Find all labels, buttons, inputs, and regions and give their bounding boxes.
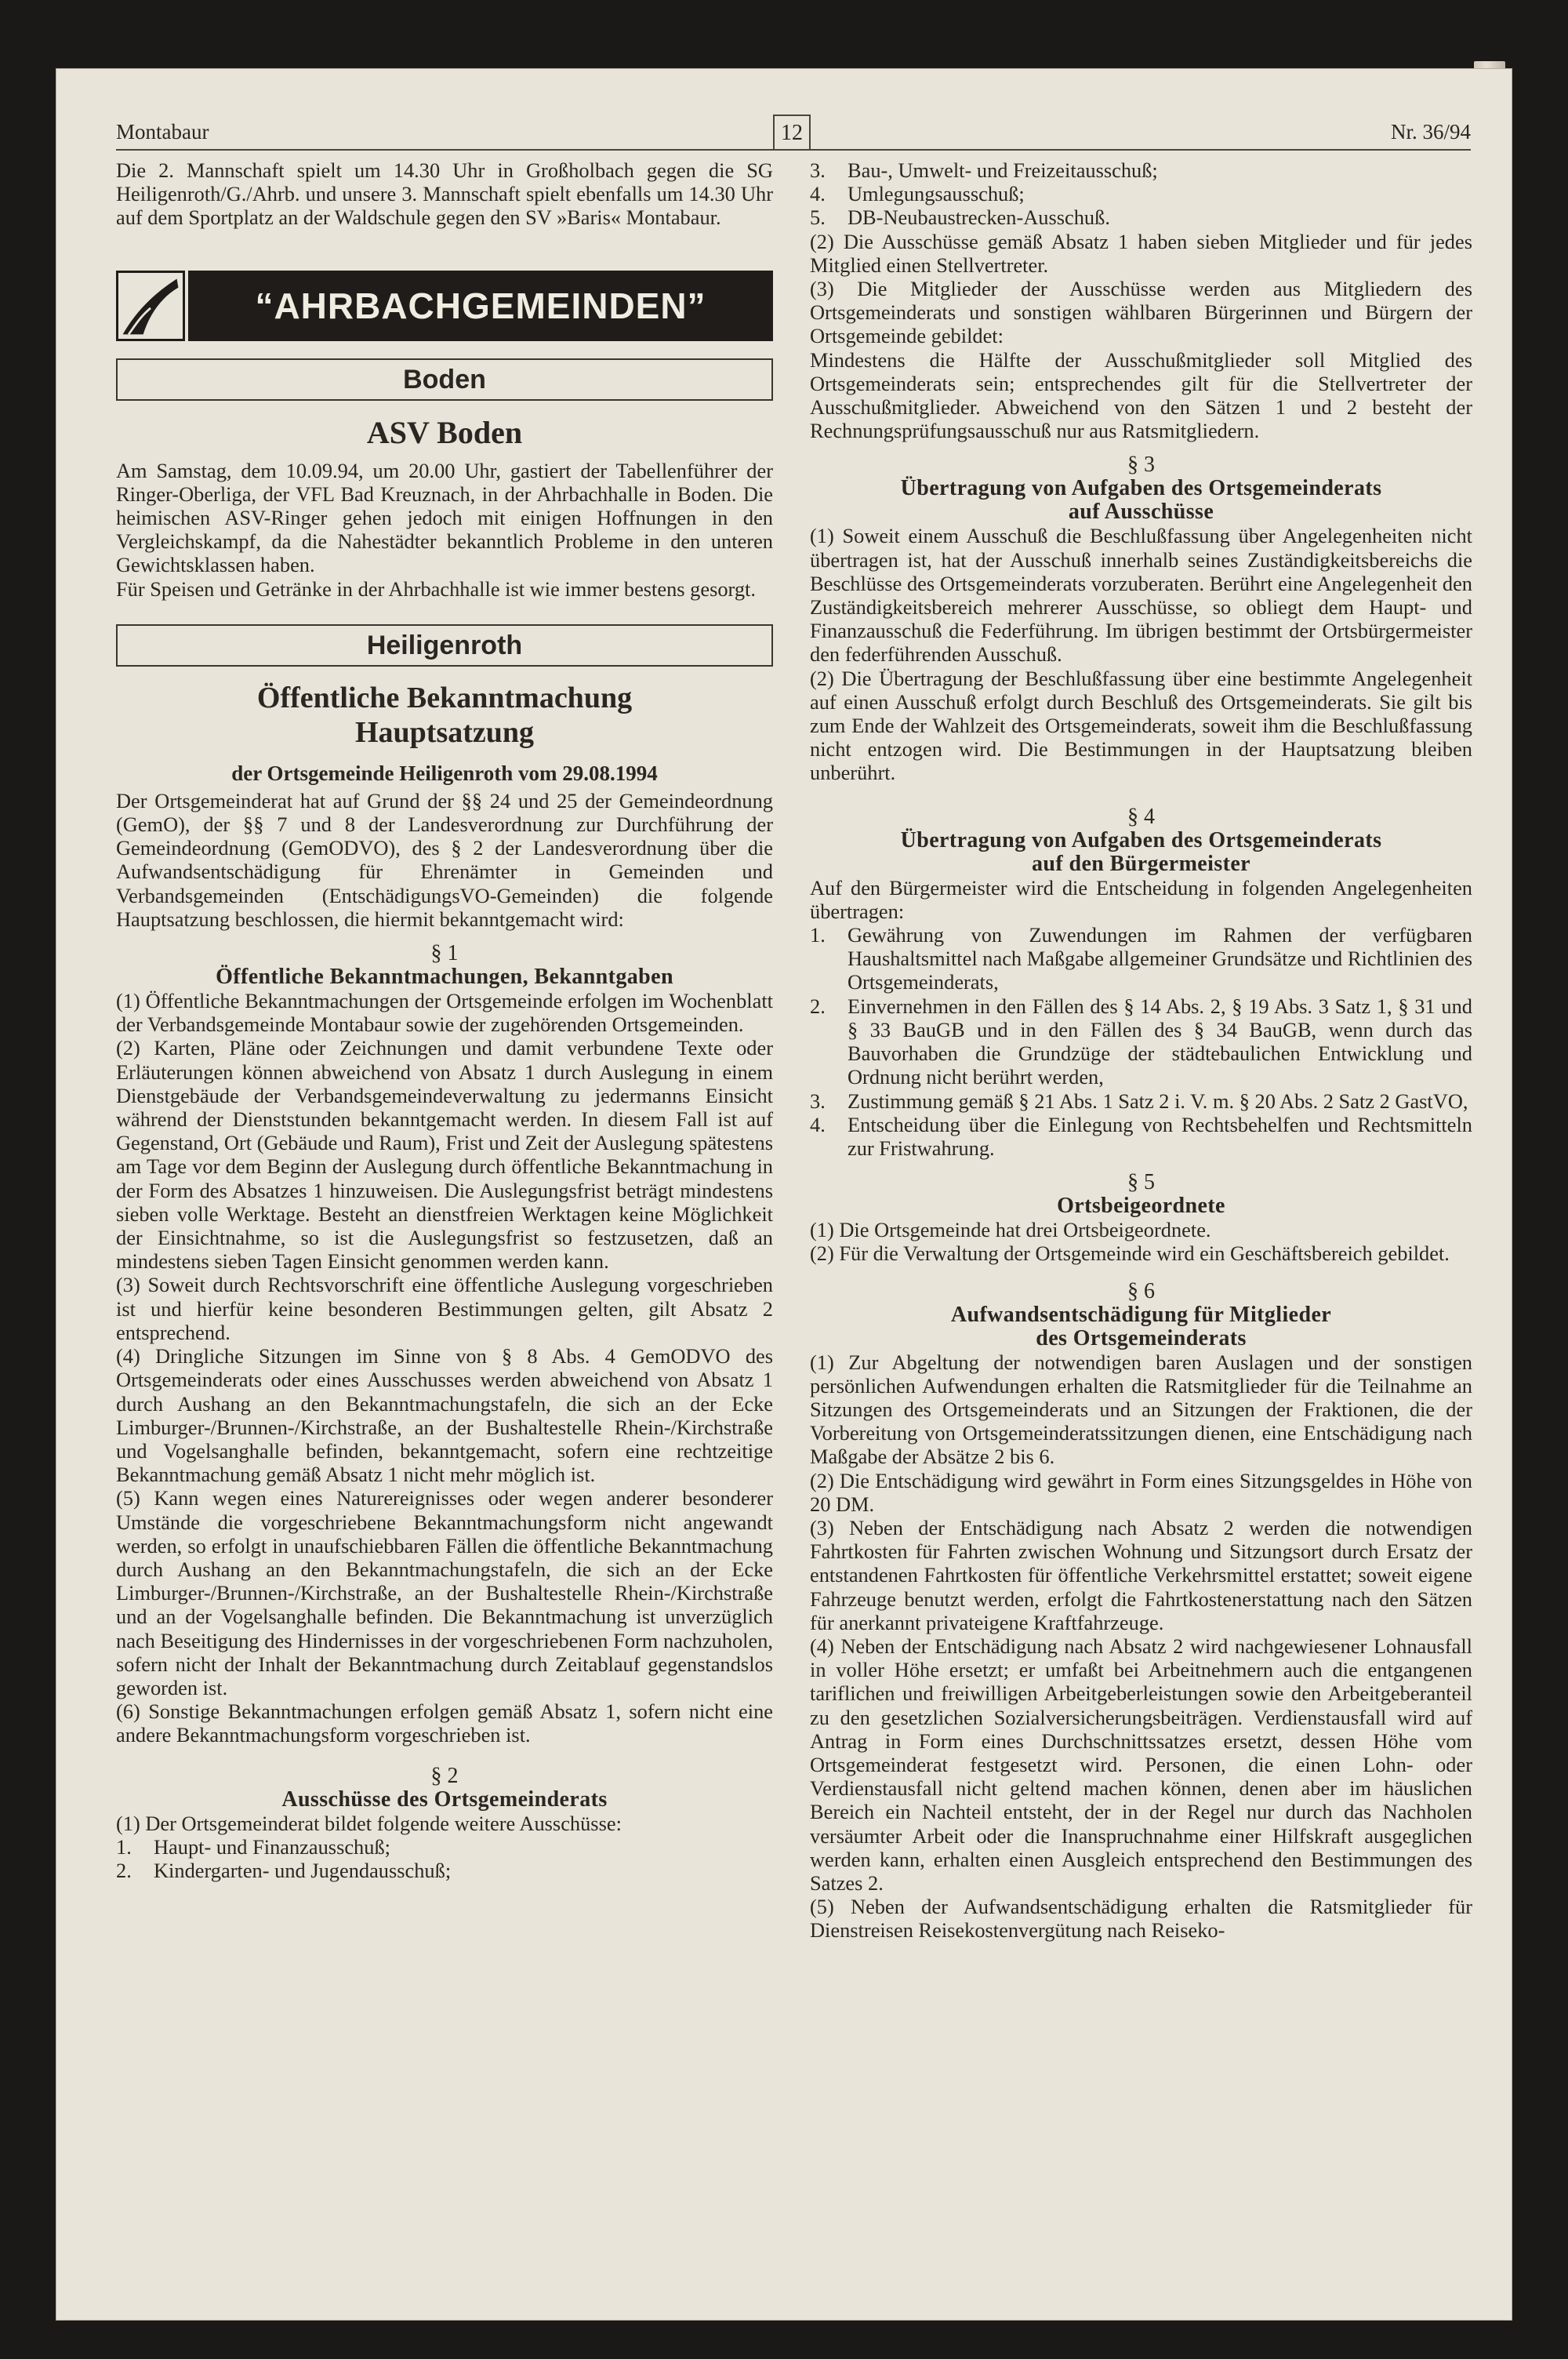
section-5-para-1: (1) Die Ortsgemeinde hat drei Ortsbeigeordnete. <box>810 1218 1211 1242</box>
running-header <box>116 114 1471 151</box>
section-4-sign: § 4 <box>1127 804 1155 829</box>
section-6-title-line-2: des Ortsgemeinderats <box>1036 1325 1247 1350</box>
section-1-para-2: (2) Karten, Pläne oder Zeichnungen und damit verbundene Texte oder Erläuterungen können abweichend von Absatz 1 durch Auslegung in einem Dienstgebäude der Verbandsgemeindeverwaltung zu jedermanns Einsicht während der Dienststunden bekanntgemacht werden. In diesem Fall ist auf Gegenstand, Ort (Gebäude und Raum), Frist und Zeit der Auslegung spätestens am Tage vor dem Beginn der Auslegung durch öffentliche Bekanntmachung in der Form des Absatzes 1 hinzuweisen. Die Auslegungsfrist beträgt mindestens sieben volle Werktage. Besteht an dienstfreien Werktagen keine Möglichkeit der Einsichtnahme, so ist die Auslegungsfrist so festzusetzen, daß an mindestens sieben Tagen Einsicht genommen werden kann. <box>116 1036 773 1274</box>
list-item <box>810 1113 1472 1160</box>
list-item-text: Einvernehmen in den Fällen des § 14 Abs. 2, § 19 Abs. 3 Satz 1, § 31 und § 33 BauGB und in den Fällen des § 34 BauGB, wenn durch das Bauvorhaben die Grundzüge der städtebaulichen Entwicklung und Ordnung nicht berührt werden, <box>848 994 1472 1089</box>
left-column <box>116 158 773 1882</box>
section-6-para-3: (3) Neben der Entschädigung nach Absatz 2 werden die notwendigen Fahrtkosten für Fahrten zwischen Wohnung und Sitzungsort durch Ersatz der entstandenen Fahrtkosten für öffentliche Verkehrsmittel erstattet; soweit eigene Fahrzeuge benutzt werden, erfolgt die Fahrtkostenerstattung nach den Sätzen für anerkannt privateigene Kraftfahrzeuge. <box>810 1515 1472 1634</box>
football-intro: Die 2. Mannschaft spielt um 14.30 Uhr in Großholbach gegen die SG Heiligenroth/G./Ahrb. und unsere 3. Mannschaft spielt ebenfalls um 14.30 Uhr auf dem Sportplatz an der Waldschule gegen den SV »Baris« Montabaur. <box>116 158 773 230</box>
section-6-para-5: (5) Neben der Aufwandsentschädigung erhalten die Ratsmitglieder für Dienstreisen Reisekostenvergütung nach Reiseko- <box>810 1895 1472 1943</box>
list-item-number: 1. <box>116 1834 132 1859</box>
section-1-sign: § 1 <box>430 941 459 966</box>
section-6-title: Aufwandsentschädigung für Mitglieder <box>950 1302 1332 1327</box>
section-2-title: Ausschüsse des Ortsgemeinderats <box>281 1787 608 1812</box>
section-2-para-2: (2) Die Ausschüsse gemäß Absatz 1 haben sieben Mitglieder und für jedes Mitglied einen Stellvertreter. <box>810 229 1472 277</box>
list-item <box>116 1859 773 1882</box>
section-5-sign: § 5 <box>1127 1170 1155 1195</box>
list-item-number: 2. <box>116 1858 132 1882</box>
notice-title-hauptsatzung: Hauptsatzung <box>354 715 535 749</box>
list-item-text: Entscheidung über die Einlegung von Rechtsbehelfen und Rechtsmitteln zur Fristwahrung. <box>848 1112 1472 1160</box>
section-3-para-1: (1) Soweit einem Ausschuß die Beschlußfassung über Angelegenheiten nicht übertragen ist, hat der Ausschuß innerhalb seines Zuständigkeitsbereichs die Beschlüsse des Ortsgemeinderats vorzuberaten. Berührt eine Angelegenheit den Zuständigkeitsbereich mehrerer Ausschüsse, so obliegt dem Haupt- und Finanzausschuß die Federführung. Im übrigen bestimmt der Ortsbürgermeister den federführenden Ausschuß. <box>810 524 1472 667</box>
notice-title: Öffentliche Bekanntmachung <box>256 681 633 714</box>
section-3-para-2: (2) Die Übertragung der Beschlußfassung über eine bestimmte Angelegenheit auf einen Ausschuß erfolgt durch Beschluß des Ortsgemeinderats. Sie gilt bis zum Ende der Wahlzeit des Ortsgemeinderats, soweit ihm die Beschlußfassung nicht entzogen wird. Die Bestimmungen in der Hauptsatzung bleiben unberührt. <box>810 666 1472 785</box>
section-3-title: Übertragung von Aufgaben des Ortsgemeinderats <box>900 476 1382 501</box>
list-item-text: Kindergarten- und Jugendausschuß; <box>154 1858 452 1882</box>
asv-boden-catering: Für Speisen und Getränke in der Ahrbachhalle ist wie immer bestens gesorgt. <box>116 576 756 601</box>
section-4-title: Übertragung von Aufgaben des Ortsgemeinderats <box>900 827 1382 852</box>
list-item-number: 3. <box>810 1089 826 1113</box>
right-column <box>810 158 1472 1943</box>
section-1-para-6: (6) Sonstige Bekanntmachungen erfolgen gemäß Absatz 1, sofern nicht eine andere Bekanntmachungsform vorgeschrieben ist. <box>116 1699 773 1747</box>
list-item <box>810 182 1472 205</box>
section-heading-heiligenroth: Heiligenroth <box>116 624 773 667</box>
notice-intro: Der Ortsgemeinderat hat auf Grund der §§ 24 und 25 der Gemeindeordnung (GemO), der §§ 7 und 8 der Landesverordnung zur Durchführung der Gemeindeordnung (GemODVO), des § 2 der Landesverordnung über die Aufwandsentschädigung für Ehrenämter in Gemeinden und Verbandsgemeinden (EntschädigungsVO-Gemeinden) die folgende Hauptsatzung beschlossen, die hiermit bekanntgemacht wird: <box>116 788 773 931</box>
list-item-number: 1. <box>810 923 826 947</box>
section-1-title: Öffentliche Bekanntmachungen, Bekanntgaben <box>216 965 673 990</box>
notice-subtitle: der Ortsgemeinde Heiligenroth vom 29.08.1994 <box>231 761 658 785</box>
section-6-para-4: (4) Neben der Entschädigung nach Absatz 2 wird nachgewiesener Lohnausfall in voller Höhe ersetzt; er umfaßt bei Arbeitnehmern auch die entgangenen tariflichen und freiwilligen Arbeitgeberleistungen sowie den Arbeitgeberanteil zu den gesetzlichen Sozialversicherungsbeiträgen. Verdienstausfall wird auf Antrag in Form eines Durchschnittssatzes ersetzt, dessen Höhe vom Ortsgemeinderat festgesetzt wird. Personen, die einen Lohn- oder Verdienstausfall nicht geltend machen können, denen aber im häuslichen Bereich ein Nachteil entsteht, der in der Regel nur durch das Nachholen versäumter Arbeit oder die Inanspruchnahme einer Hilfskraft ausgeglichen werden kann, erhalten einen Ausgleich entsprechend den Bestimmungen des Satzes 2. <box>810 1634 1472 1895</box>
list-item-text: Umlegungsausschuß; <box>848 182 1025 206</box>
list-item-text: Gewährung von Zuwendungen im Rahmen der verfügbaren Haushaltsmittel nach Maßgabe allgemeiner Grundsätze und Richtlinien des Ortsgemeinderats, <box>848 923 1472 994</box>
list-item <box>810 923 1472 994</box>
section-2-sign: § 2 <box>430 1763 459 1788</box>
list-item-text: Haupt- und Finanzausschuß; <box>154 1834 390 1859</box>
list-item-number: 3. <box>810 158 826 182</box>
list-item <box>810 158 1472 182</box>
section-4-intro: Auf den Bürgermeister wird die Entscheidung in folgenden Angelegenheiten übertragen: <box>810 875 1472 923</box>
asv-boden-paragraph: Am Samstag, dem 10.09.94, um 20.00 Uhr, gastiert der Tabellenführer der Ringer-Oberliga, der VFL Bad Kreuznach, in der Ahrbachhalle in Boden. Die heimischen ASV-Ringer gehen jedoch mit einigen Hoffnungen in den Vergleichskampf, da die Nahestädter bekanntlich Probleme in den unteren Gewichtsklassen haben. <box>116 458 773 577</box>
list-item-number: 4. <box>810 182 826 206</box>
list-item-number: 4. <box>810 1112 826 1136</box>
section-6-para-1: (1) Zur Abgeltung der notwendigen baren Auslagen und der sonstigen persönlichen Aufwendungen erhalten die Ratsmitglieder für die Teilnahme an Sitzungen des Ortsgemeinderats und an Sitzungen der Fraktionen, die der Vorbereitung von Ortsgemeinderatssitzungen dienen, eine Entschädigung nach Maßgabe der Absätze 2 bis 6. <box>810 1350 1472 1469</box>
section-6-sign: § 6 <box>1127 1278 1155 1303</box>
list-item-number: 5. <box>810 205 826 230</box>
section-heading-boden: Boden <box>116 358 773 401</box>
list-item <box>810 205 1472 229</box>
list-item <box>810 994 1472 1089</box>
section-2-para-4: Mindestens die Hälfte der Ausschußmitglieder soll Mitglied des Ortsgemeinderats sein; entsprechendes gilt für die Stellvertreter der Ausschußmitglieder. Abweichend von den Sätzen 1 und 2 besteht der Rechnungsprüfungsausschuß nur aus Ratsmitgliedern. <box>810 347 1472 443</box>
header-town: Montabaur <box>116 120 209 144</box>
section-1-para-5: (5) Kann wegen eines Naturereignisses oder wegen anderer besonderer Umstände die vorgeschriebene Bekanntmachungsform nicht angewandt werden, so erfolgt in unaufschiebbaren Fällen die öffentliche Bekanntmachung durch Aushang an den Bekanntmachungstafeln, die sich an der Ecke Limburger-/Brunnen-/Kirchstraße, an der Bushaltestelle Rhein-/Kirchstraße und an der Vogelsanghalle befinden. Die Bekanntmachung ist unverzüglich nach Beseitigung des Hindernisses in der vorgeschriebenen Form nachzuholen, sofern nicht der Inhalt der Bekanntmachung durch Zeitablauf gegenstandslos geworden ist. <box>116 1486 773 1699</box>
section-6-para-2: (2) Die Entschädigung wird gewährt in Form eines Sitzungsgeldes in Höhe von 20 DM. <box>810 1468 1472 1516</box>
section-4-title-line-2: auf den Bürgermeister <box>1031 851 1250 876</box>
ahrbach-banner <box>116 271 773 341</box>
page-number: 12 <box>773 114 811 149</box>
section-1-para-1: (1) Öffentliche Bekanntmachungen der Ortsgemeinde erfolgen im Wochenblatt der Verbandsgemeinde Montabaur sowie der zugehörenden Ortsgemeinden. <box>116 989 773 1037</box>
list-item-text: DB-Neubaustrecken-Ausschuß. <box>848 205 1110 230</box>
section-1-para-4: (4) Dringliche Sitzungen im Sinne von § 8 Abs. 4 GemODVO des Ortsgemeinderats oder eines Ausschusses werden abweichend von Absatz 1 durch Aushang an den Bekanntmachungstafeln, die sich an der Ecke Limburger-/Brunnen-/Kirchstraße, an der Bushaltestelle Rhein-/Kirchstraße und Vogelsanghalle befinden, bekanntgemacht, sofern eine rechtzeitige Bekanntmachung gemäß Absatz 1 nicht mehr möglich ist. <box>116 1344 773 1487</box>
section-5-para-2: (2) Für die Verwaltung der Ortsgemeinde wird ein Geschäftsbereich gebildet. <box>810 1241 1450 1266</box>
list-item-number: 2. <box>810 994 826 1018</box>
list-item-text: Bau-, Umwelt- und Freizeitausschuß; <box>848 158 1158 182</box>
banner-title: “AHRBACHGEMEINDEN” <box>188 271 773 341</box>
section-1-para-3: (3) Soweit durch Rechtsvorschrift eine öffentliche Auslegung vorgeschrieben ist und hierfür keine besonderen Bestimmungen gelten, gilt Absatz 2 entsprechend. <box>116 1273 773 1344</box>
section-3-title-line-2: auf Ausschüsse <box>1068 500 1214 525</box>
section-2-para-1: (1) Der Ortsgemeinderat bildet folgende weitere Ausschüsse: <box>116 1811 622 1835</box>
issue-number: Nr. 36/94 <box>1390 120 1471 144</box>
list-item <box>810 1089 1472 1113</box>
ahrbach-logo-icon <box>116 271 185 341</box>
asv-boden-title: ASV Boden <box>366 414 523 450</box>
list-item-text: Zustimmung gemäß § 21 Abs. 1 Satz 2 i. V. m. § 20 Abs. 2 Satz 2 GastVO, <box>848 1089 1468 1113</box>
section-3-sign: § 3 <box>1127 453 1155 478</box>
section-2-para-3: (3) Die Mitglieder der Ausschüsse werden aus Mitgliedern des Ortsgemeinderats und sonstigen wählbaren Bürgerinnen und Bürgern der Ortsgemeinde gebildet: <box>810 277 1472 348</box>
list-item <box>116 1835 773 1859</box>
section-5-title: Ortsbeigeordnete <box>1057 1194 1225 1219</box>
